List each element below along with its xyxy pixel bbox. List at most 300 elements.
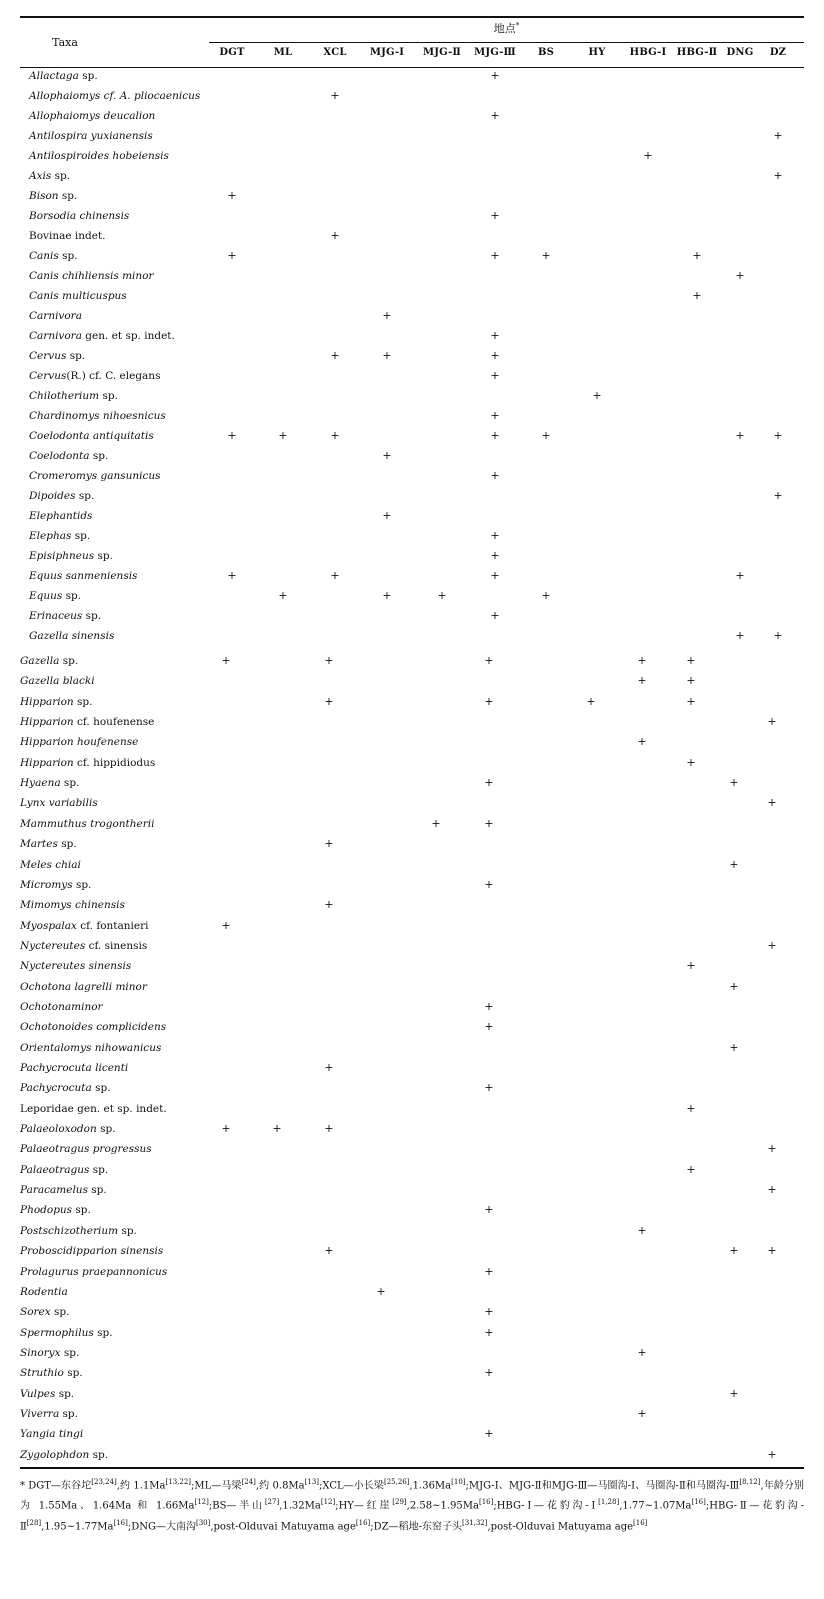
footnote-citation: [13,22] (165, 1478, 192, 1486)
taxon-genus-species: Nyctereutes (20, 939, 86, 952)
presence-mark: + (484, 694, 494, 708)
taxon-genus-species: Cervus (29, 350, 67, 362)
taxon-genus-species: Allophaiomys cf. A. pliocaenicus (29, 90, 201, 102)
table-row (0, 1283, 824, 1303)
presence-mark: + (278, 429, 288, 442)
taxon-qualifier: sp. (99, 390, 118, 402)
presence-mark: + (431, 816, 441, 830)
taxon-qualifier: sp. (96, 1123, 116, 1136)
table-row (0, 1161, 824, 1181)
taxon-name (20, 777, 79, 789)
taxon-genus-species: Mimomys chinensis (20, 899, 125, 912)
taxon-genus-species: Chardinomys nihoesnicus (29, 410, 166, 422)
taxon-name (29, 190, 77, 202)
presence-mark: + (729, 1244, 739, 1258)
taxon-genus-species: Carnivora (29, 330, 82, 342)
table-row (0, 1181, 824, 1201)
presence-mark: + (278, 589, 288, 602)
taxon-genus-species: Prolagurus praepannonicus (20, 1265, 168, 1278)
presence-mark: + (729, 857, 739, 871)
footnote-text: ,1.77~1.07Ma (619, 1500, 692, 1512)
table-row (0, 127, 824, 147)
taxon-genus-species: Cromeromys gansunicus (29, 470, 161, 482)
table-row (0, 347, 824, 367)
taxon-genus-species: Hipparion (20, 716, 74, 729)
presence-mark: + (330, 569, 340, 582)
table-row (0, 187, 824, 207)
footnote-citation: [16] (355, 1518, 371, 1527)
presence-mark: + (637, 1345, 647, 1359)
presence-mark: + (686, 654, 696, 667)
taxon-name (29, 330, 175, 342)
table-row (0, 1201, 824, 1221)
presence-mark: + (330, 429, 340, 442)
taxon-qualifier: sp. (60, 777, 80, 790)
presence-mark: + (490, 609, 500, 622)
presence-mark: + (490, 249, 500, 262)
table-row (0, 287, 824, 307)
presence-mark: + (729, 1040, 739, 1054)
taxon-name (29, 150, 169, 162)
table-row (0, 1039, 824, 1059)
taxon-genus-species: Postschizotherium (20, 1224, 119, 1237)
footnote-citation: [28] (26, 1518, 42, 1527)
table-row (0, 207, 824, 227)
footnote-citation: [16] (691, 1498, 706, 1507)
table-row (0, 794, 824, 814)
taxon-genus-species: Canis chihliensis minor (29, 270, 154, 282)
taxon-name (20, 1327, 113, 1339)
taxon-name (20, 1347, 79, 1359)
taxon-qualifier: sp. (89, 450, 109, 462)
table-row (0, 1385, 824, 1405)
taxon-name (20, 1021, 166, 1033)
taxon-genus-species: Viverra (20, 1407, 60, 1420)
taxon-qualifier: sp. (94, 550, 113, 562)
table-row (0, 835, 824, 855)
taxon-name (20, 1082, 111, 1094)
presence-mark: + (729, 1386, 739, 1400)
table-row (0, 247, 824, 267)
taxon-genus-species: Sorex (20, 1306, 51, 1319)
presence-mark: + (767, 1447, 777, 1461)
taxon-name (29, 350, 85, 362)
taxon-qualifier: cf. hippidiodus (73, 756, 156, 769)
taxon-qualifier: sp. (118, 1224, 137, 1237)
footnote-citation: [30] (195, 1518, 211, 1527)
table-row (0, 957, 824, 977)
presence-mark: + (637, 674, 647, 688)
taxon-genus-species: Antilospira yuxianensis (29, 130, 153, 142)
taxon-name (20, 1042, 161, 1054)
taxon-name (29, 270, 154, 282)
table-row (0, 507, 824, 527)
taxon-genus-species: Hipparion houfenense (20, 736, 139, 749)
table-row (0, 1242, 824, 1262)
taxon-genus-species: Bison (29, 190, 59, 202)
presence-mark: + (490, 469, 500, 482)
presence-mark: + (541, 589, 551, 602)
footnote-citation: [12] (320, 1498, 336, 1507)
taxon-name (20, 1062, 128, 1074)
presence-mark: + (490, 349, 500, 362)
presence-mark: + (324, 654, 334, 667)
taxon-qualifier: sp. (59, 1407, 78, 1420)
taxon-name (29, 610, 101, 622)
taxon-genus-species: Spermophilus (20, 1326, 94, 1339)
table-row (0, 1324, 824, 1344)
presence-mark: + (767, 1142, 777, 1156)
presence-mark: + (735, 629, 745, 642)
taxon-qualifier: gen. et sp. indet. (81, 330, 175, 342)
taxon-name (20, 1306, 69, 1318)
table-bottom-rule (20, 1467, 804, 1469)
taxon-genus-species: Axis (29, 170, 52, 182)
taxon-name (29, 470, 161, 482)
taxon-name (20, 696, 92, 708)
table-row (0, 1405, 824, 1425)
footnote-text: ;HY—红崖 (335, 1500, 393, 1512)
table-row (0, 774, 824, 794)
table-row (0, 547, 824, 567)
table-row (0, 672, 824, 692)
presence-mark: + (484, 1427, 494, 1441)
table-row (0, 167, 824, 187)
presence-mark: + (272, 1122, 282, 1136)
table-row (0, 267, 824, 287)
location-underline (209, 42, 804, 43)
column-header: XCL (323, 47, 347, 58)
taxon-genus-species: Canis multicuspus (29, 290, 127, 302)
table-row (0, 1079, 824, 1099)
presence-mark: + (376, 1284, 386, 1298)
footnote-citation: [8,12] (739, 1478, 761, 1486)
table-row (0, 1446, 824, 1466)
taxon-name (29, 390, 118, 402)
column-header: HBG-Ⅱ (676, 47, 718, 58)
presence-mark: + (729, 776, 739, 790)
taxon-genus-species: Micromys (20, 878, 73, 891)
table-row (0, 1140, 824, 1160)
taxon-name (29, 450, 108, 462)
taxon-name (29, 430, 154, 442)
table-row (0, 227, 824, 247)
column-header: HBG-Ⅰ (629, 47, 667, 58)
taxon-name (20, 675, 95, 687)
presence-mark: + (484, 1020, 494, 1034)
taxa-header: Taxa (52, 36, 78, 49)
taxon-genus-species: Mammuthus trogontherii (20, 817, 155, 830)
taxon-genus-species: Martes (20, 838, 58, 851)
presence-mark: + (330, 229, 340, 242)
presence-mark: + (490, 109, 500, 122)
taxon-genus-species: Ochotonaminor (20, 1000, 103, 1013)
taxon-genus-species: Hipparion (20, 695, 74, 708)
taxon-qualifier: sp. (78, 70, 98, 82)
presence-mark: + (729, 979, 739, 993)
table-row (0, 815, 824, 835)
taxon-name (29, 490, 94, 502)
footnote-text: ,年龄分别为 1.55Ma、1.64Ma 和 1.66Ma (20, 1480, 804, 1512)
taxon-name (29, 70, 98, 82)
taxon-genus-species: Hipparion (20, 756, 74, 769)
presence-mark: + (227, 569, 237, 582)
taxon-name (29, 290, 127, 302)
table-row (0, 327, 824, 347)
presence-mark: + (637, 1223, 647, 1237)
presence-mark: + (692, 289, 702, 302)
location-group-header (209, 20, 804, 36)
presence-mark: + (773, 489, 783, 502)
table-row (0, 1303, 824, 1323)
presence-mark: + (490, 529, 500, 542)
presence-mark: + (773, 629, 783, 642)
taxon-genus-species: Episiphneus (29, 550, 95, 562)
taxon-genus-species: Paracamelus (20, 1184, 88, 1197)
taxon-name (20, 797, 98, 809)
presence-mark: + (767, 938, 777, 952)
presence-mark: + (692, 249, 702, 262)
presence-mark: + (773, 169, 783, 182)
taxon-name (20, 1449, 108, 1461)
taxon-genus-species: Hyaena (20, 777, 61, 790)
presence-mark: + (767, 796, 777, 810)
footnote-text: * DGT—东谷坨 (20, 1480, 92, 1492)
presence-mark: + (767, 1244, 777, 1258)
taxon-qualifier: sp. (57, 838, 77, 851)
taxon-qualifier: sp. (55, 1387, 75, 1400)
taxon-genus-species: Equus sanmeniensis (29, 570, 138, 582)
taxon-genus-species: Vulpes (20, 1387, 56, 1400)
table-row (0, 447, 824, 467)
taxon-name (20, 838, 77, 850)
taxon-genus-species: Yangia tingi (20, 1428, 84, 1441)
taxon-qualifier: sp. (89, 1163, 109, 1176)
footnote-text: ,1.32Ma (279, 1500, 321, 1512)
taxon-qualifier: Bovinae indet. (29, 230, 106, 242)
taxon-name (20, 960, 131, 972)
taxon-genus-species: Orientalomys nihowanicus (20, 1041, 162, 1054)
table-row (0, 1222, 824, 1242)
presence-mark: + (484, 654, 494, 667)
presence-mark: + (686, 1101, 696, 1115)
presence-mark: + (735, 269, 745, 282)
table-row (0, 652, 824, 672)
table-row (0, 367, 824, 387)
column-header: ML (273, 47, 293, 58)
footnote-text: ;MJG-Ⅰ、MJG-Ⅱ和MJG-Ⅲ—马圈沟-Ⅰ、马圈沟-Ⅱ和马圈沟-Ⅲ (465, 1480, 740, 1492)
taxon-genus-species: Struthio (20, 1367, 64, 1380)
taxon-genus-species: Lynx variabilis (20, 797, 98, 810)
table-row (0, 1263, 824, 1283)
presence-mark: + (484, 1264, 494, 1278)
taxon-name (29, 410, 166, 422)
footnote-text: ;BS—半山 (208, 1500, 265, 1512)
column-header: BS (537, 47, 555, 58)
footnote-citation: [13] (304, 1478, 320, 1486)
presence-mark: + (735, 569, 745, 582)
taxon-qualifier: sp. (72, 878, 92, 891)
taxon-genus-species: Coelodonta (29, 450, 90, 462)
footnote-text: ;ML—马梁 (191, 1480, 242, 1492)
taxon-qualifier: sp. (75, 490, 95, 502)
presence-mark: + (490, 569, 500, 582)
taxon-name (20, 1408, 78, 1420)
presence-mark: + (324, 898, 334, 912)
taxon-genus-species: Palaeoloxodon (20, 1123, 97, 1136)
taxon-genus-species: Gazella blacki (20, 675, 95, 688)
taxon-genus-species: Pachycrocuta licenti (20, 1062, 129, 1074)
taxon-name (20, 1225, 137, 1237)
presence-mark: + (686, 674, 696, 688)
taxon-name (20, 1245, 163, 1257)
taxon-name (29, 210, 129, 222)
footnote-citation: [10] (451, 1478, 466, 1486)
table-row (0, 387, 824, 407)
presence-mark: + (221, 1122, 231, 1136)
column-header: HY (588, 47, 606, 58)
footnote-text: ,post-Olduvai Matuyama age (210, 1520, 356, 1532)
presence-mark: + (735, 429, 745, 442)
presence-mark: + (484, 816, 494, 830)
taxon-name (29, 230, 106, 242)
presence-mark: + (773, 429, 783, 442)
presence-mark: + (490, 329, 500, 342)
taxon-qualifier: sp. (89, 1448, 109, 1461)
taxon-name (29, 250, 78, 262)
taxon-name (20, 1164, 108, 1176)
taxon-genus-species: Equus (29, 590, 63, 602)
footnote-text: ,post-Olduvai Matuyama age (487, 1520, 634, 1532)
taxon-name (20, 1428, 83, 1440)
footnote-text: ;DNG—大南沟 (127, 1520, 196, 1532)
table-row (0, 487, 824, 507)
table-row (0, 527, 824, 547)
presence-mark: + (324, 837, 334, 851)
taxon-genus-species: Gazella sinensis (29, 630, 115, 642)
footnote-text: ,1.36Ma (409, 1480, 452, 1492)
taxon-genus-species: Gazella (20, 655, 60, 667)
table-row (0, 607, 824, 627)
presence-mark: + (227, 189, 237, 202)
footnote-text: ;DZ—稻地-东窑子头 (370, 1520, 462, 1532)
taxon-name (20, 818, 154, 830)
table-row (0, 67, 824, 87)
taxon-genus-species: Borsodia chinensis (29, 210, 130, 222)
presence-mark: + (227, 249, 237, 262)
taxon-name (20, 879, 91, 891)
presence-mark: + (484, 877, 494, 891)
taxon-name (20, 1266, 167, 1278)
table-row (0, 998, 824, 1018)
taxon-genus-species: Pachycrocuta (20, 1082, 92, 1095)
presence-mark: + (767, 1183, 777, 1197)
presence-mark: + (221, 654, 231, 667)
taxon-name (29, 510, 92, 522)
taxon-genus-species: Sinoryx (20, 1346, 61, 1359)
taxon-name (20, 1143, 152, 1155)
taxon-name (20, 899, 125, 911)
taxon-name (29, 310, 82, 322)
presence-mark: + (541, 429, 551, 442)
taxon-name (20, 1001, 103, 1013)
taxon-qualifier: cf. fontanieri (76, 919, 149, 932)
taxon-name (20, 1204, 91, 1216)
table-row (0, 1059, 824, 1079)
taxon-name (29, 130, 153, 142)
taxon-qualifier: sp. (59, 655, 79, 667)
taxon-name (20, 736, 138, 748)
presence-mark: + (637, 654, 647, 667)
taxon-name (20, 1286, 68, 1298)
table-row (0, 1120, 824, 1140)
taxon-qualifier: (R.) cf. C. elegans (66, 370, 161, 382)
presence-mark: + (490, 549, 500, 562)
presence-mark: + (382, 589, 392, 602)
presence-mark: + (637, 1406, 647, 1420)
presence-mark: + (437, 589, 447, 602)
location-label: 地点 (493, 22, 516, 35)
taxon-genus-species: Elephantids (29, 510, 93, 522)
table-row (0, 1364, 824, 1384)
taxon-genus-species: Elephas (29, 530, 72, 542)
taxon-name (29, 370, 160, 382)
table-row (0, 1344, 824, 1364)
column-header: MJG-Ⅱ (422, 47, 462, 58)
taxon-name (29, 630, 114, 642)
taxon-qualifier: sp. (60, 1346, 80, 1359)
footnote-citation: [25,26] (383, 1478, 410, 1486)
taxon-qualifier: sp. (72, 1204, 91, 1217)
taxon-name (20, 940, 147, 952)
taxon-name (20, 1388, 74, 1400)
presence-mark: + (221, 918, 231, 932)
presence-mark: + (324, 1061, 334, 1074)
table-row (0, 693, 824, 713)
footnote-citation: [23,24] (91, 1478, 117, 1486)
taxon-genus-species: Canis (29, 250, 59, 262)
table-row (0, 407, 824, 427)
presence-mark: + (586, 694, 596, 708)
table-row (0, 307, 824, 327)
location-marker: * (515, 21, 520, 30)
footnote-citation: [16] (478, 1498, 494, 1507)
table-row (0, 937, 824, 957)
column-header: MJG-Ⅰ (369, 47, 405, 58)
taxon-genus-species: Chilotherium (29, 390, 100, 402)
taxon-genus-species: Erinaceus (29, 610, 83, 622)
taxon-name (29, 570, 137, 582)
presence-mark: + (490, 409, 500, 422)
taxon-name (20, 981, 147, 993)
taxon-genus-species: Palaeotragus (20, 1163, 90, 1176)
table-row (0, 627, 824, 647)
taxon-name (29, 170, 70, 182)
table-row (0, 978, 824, 998)
presence-mark: + (484, 776, 494, 790)
presence-mark: + (382, 509, 392, 522)
presence-mark: + (227, 429, 237, 442)
presence-mark: + (490, 69, 500, 82)
taxon-name (20, 1184, 107, 1196)
table-row (0, 427, 824, 447)
taxon-genus-species: Carnivora (29, 310, 82, 322)
taxon-name (20, 1367, 83, 1379)
table-top-rule (20, 16, 804, 18)
footnote-text: ;XCL—小长梁 (319, 1480, 384, 1492)
footnote-citation: [24] (241, 1478, 256, 1486)
presence-mark: + (484, 1305, 494, 1319)
